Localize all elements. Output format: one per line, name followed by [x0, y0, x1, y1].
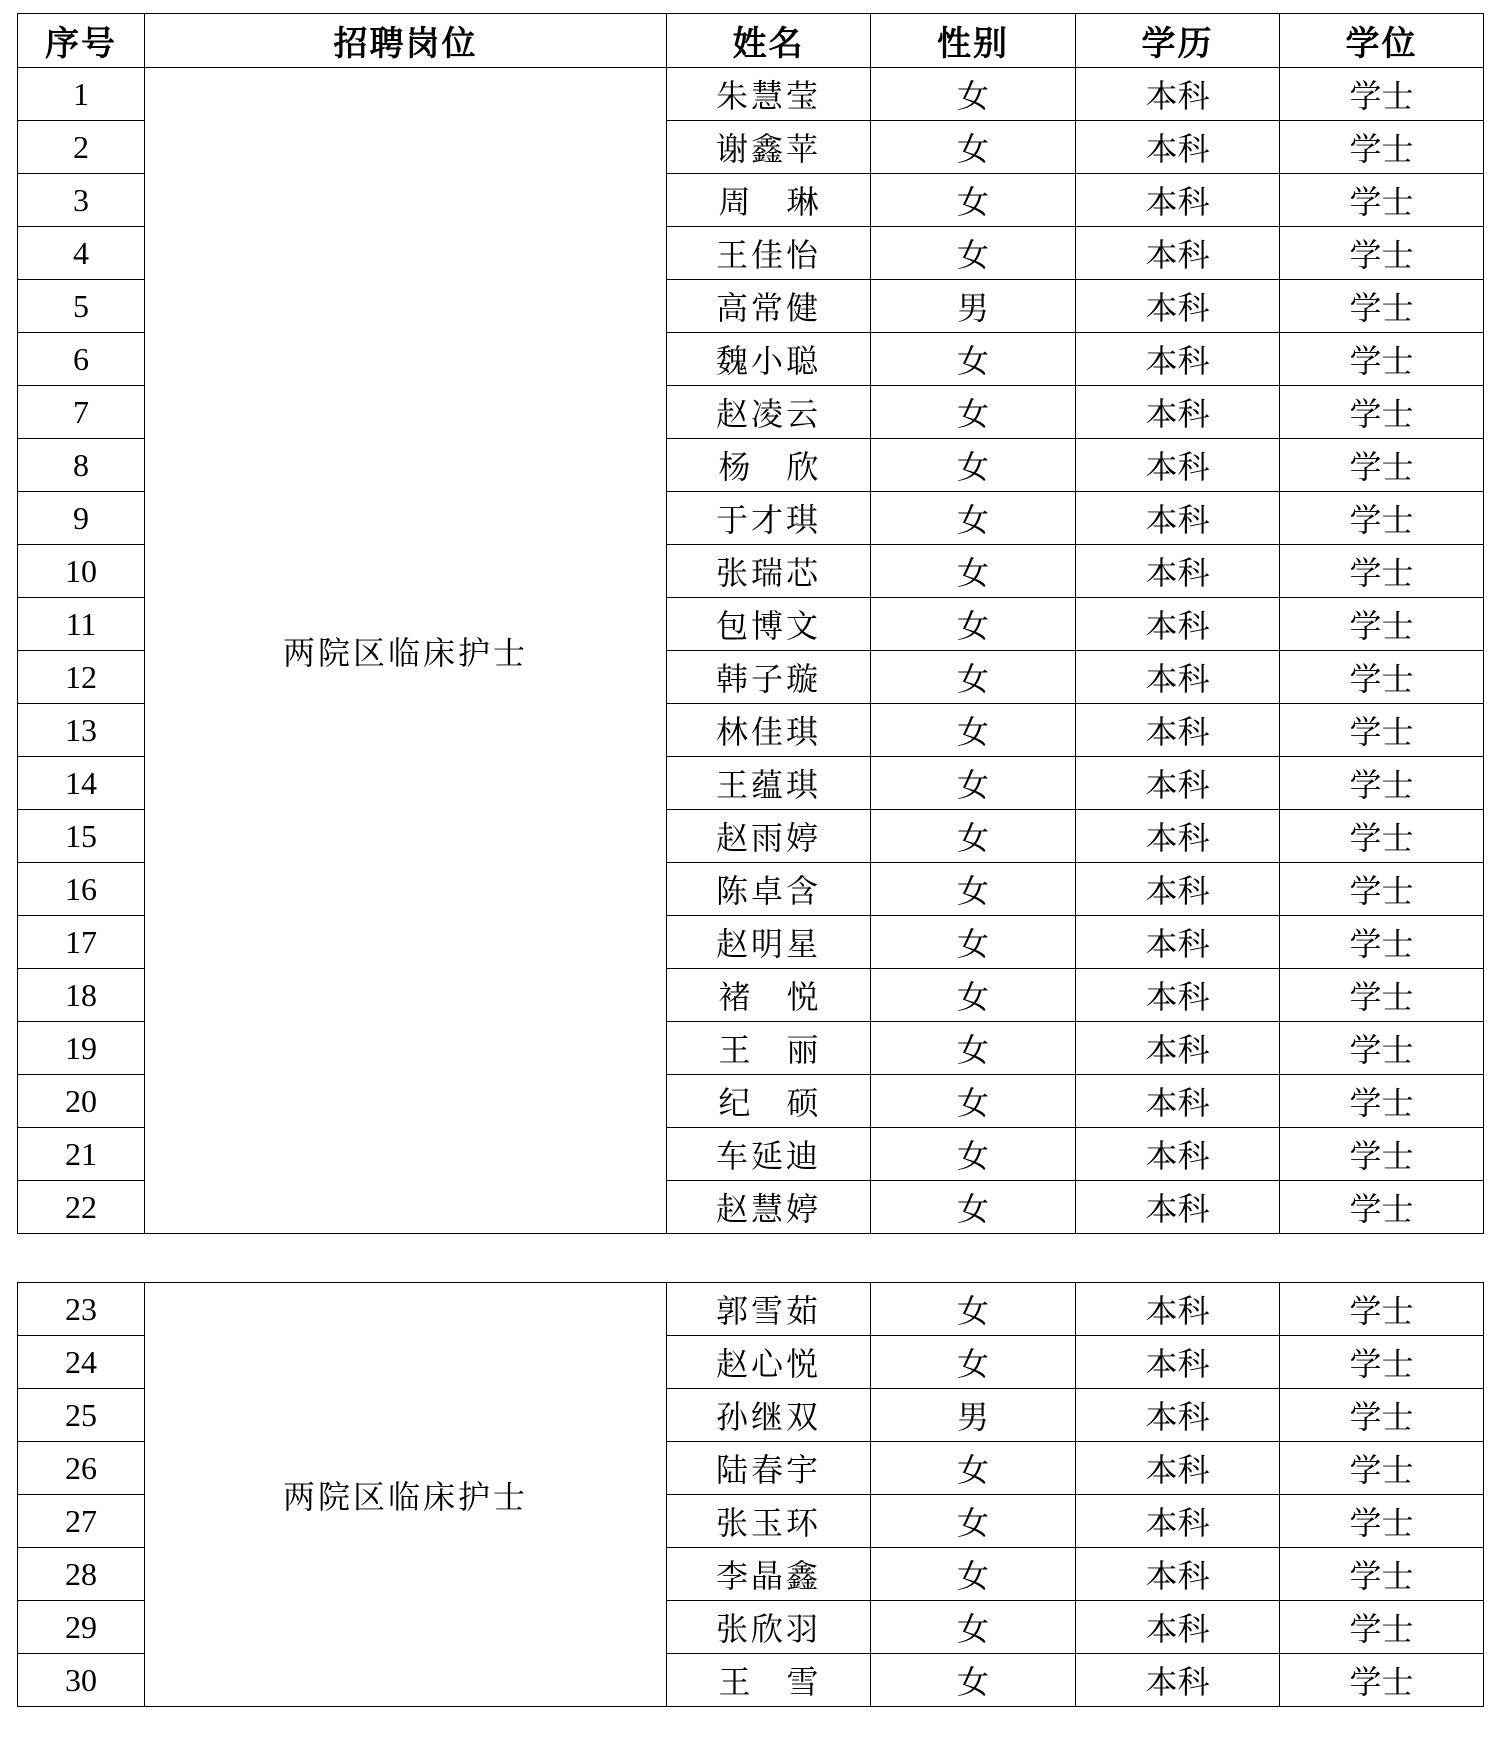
gender-cell: 女 — [871, 227, 1076, 280]
education-cell: 本科 — [1076, 1283, 1280, 1336]
degree-cell: 学士 — [1280, 1654, 1484, 1707]
education-cell: 本科 — [1076, 863, 1280, 916]
education-cell: 本科 — [1076, 227, 1280, 280]
position-cell: 两院区临床护士 — [145, 68, 667, 1234]
seq-cell: 5 — [18, 280, 145, 333]
name-cell: 张玉环 — [667, 1495, 871, 1548]
degree-cell: 学士 — [1280, 1336, 1484, 1389]
gender-cell: 女 — [871, 651, 1076, 704]
education-cell: 本科 — [1076, 810, 1280, 863]
degree-cell: 学士 — [1280, 757, 1484, 810]
degree-cell: 学士 — [1280, 333, 1484, 386]
seq-cell: 22 — [18, 1181, 145, 1234]
header-name: 姓名 — [667, 14, 871, 68]
degree-cell: 学士 — [1280, 1283, 1484, 1336]
education-cell: 本科 — [1076, 969, 1280, 1022]
seq-cell: 30 — [18, 1654, 145, 1707]
name-cell: 赵慧婷 — [667, 1181, 871, 1234]
seq-cell: 13 — [18, 704, 145, 757]
education-cell: 本科 — [1076, 651, 1280, 704]
education-cell: 本科 — [1076, 1601, 1280, 1654]
seq-cell: 25 — [18, 1389, 145, 1442]
name-cell: 李晶鑫 — [667, 1548, 871, 1601]
gender-cell: 女 — [871, 1548, 1076, 1601]
degree-cell: 学士 — [1280, 1442, 1484, 1495]
education-cell: 本科 — [1076, 1654, 1280, 1707]
education-cell: 本科 — [1076, 1548, 1280, 1601]
education-cell: 本科 — [1076, 1181, 1280, 1234]
name-cell: 朱慧莹 — [667, 68, 871, 121]
seq-cell: 9 — [18, 492, 145, 545]
education-cell: 本科 — [1076, 174, 1280, 227]
header-seq: 序号 — [18, 14, 145, 68]
seq-cell: 28 — [18, 1548, 145, 1601]
seq-cell: 7 — [18, 386, 145, 439]
name-cell: 陈卓含 — [667, 863, 871, 916]
degree-cell: 学士 — [1280, 1548, 1484, 1601]
degree-cell: 学士 — [1280, 121, 1484, 174]
seq-cell: 11 — [18, 598, 145, 651]
name-cell: 赵明星 — [667, 916, 871, 969]
gender-cell: 女 — [871, 174, 1076, 227]
gender-cell: 女 — [871, 1495, 1076, 1548]
degree-cell: 学士 — [1280, 704, 1484, 757]
seq-cell: 2 — [18, 121, 145, 174]
name-cell: 张欣羽 — [667, 1601, 871, 1654]
name-cell: 车延迪 — [667, 1128, 871, 1181]
education-cell: 本科 — [1076, 1495, 1280, 1548]
education-cell: 本科 — [1076, 1128, 1280, 1181]
name-cell: 魏小聪 — [667, 333, 871, 386]
gender-cell: 女 — [871, 68, 1076, 121]
name-cell: 于才琪 — [667, 492, 871, 545]
name-cell: 王雪 — [667, 1654, 871, 1707]
seq-cell: 21 — [18, 1128, 145, 1181]
name-cell: 赵心悦 — [667, 1336, 871, 1389]
degree-cell: 学士 — [1280, 969, 1484, 1022]
seq-cell: 15 — [18, 810, 145, 863]
header-row — [18, 14, 1484, 68]
gender-cell: 女 — [871, 1075, 1076, 1128]
table-row — [18, 1283, 1484, 1336]
seq-cell: 16 — [18, 863, 145, 916]
gender-cell: 女 — [871, 1128, 1076, 1181]
header-gender: 性别 — [871, 14, 1076, 68]
name-cell: 周琳 — [667, 174, 871, 227]
roster-body-top — [18, 68, 1484, 1234]
education-cell: 本科 — [1076, 1336, 1280, 1389]
seq-cell: 26 — [18, 1442, 145, 1495]
name-cell: 郭雪茹 — [667, 1283, 871, 1336]
education-cell: 本科 — [1076, 704, 1280, 757]
header-education: 学历 — [1076, 14, 1280, 68]
degree-cell: 学士 — [1280, 863, 1484, 916]
degree-cell: 学士 — [1280, 1128, 1484, 1181]
name-cell: 包博文 — [667, 598, 871, 651]
education-cell: 本科 — [1076, 1075, 1280, 1128]
gender-cell: 女 — [871, 916, 1076, 969]
seq-cell: 8 — [18, 439, 145, 492]
seq-cell: 27 — [18, 1495, 145, 1548]
degree-cell: 学士 — [1280, 545, 1484, 598]
degree-cell: 学士 — [1280, 1075, 1484, 1128]
education-cell: 本科 — [1076, 1389, 1280, 1442]
degree-cell: 学士 — [1280, 492, 1484, 545]
degree-cell: 学士 — [1280, 1022, 1484, 1075]
education-cell: 本科 — [1076, 757, 1280, 810]
gender-cell: 女 — [871, 757, 1076, 810]
seq-cell: 19 — [18, 1022, 145, 1075]
name-cell: 高常健 — [667, 280, 871, 333]
degree-cell: 学士 — [1280, 386, 1484, 439]
education-cell: 本科 — [1076, 280, 1280, 333]
name-cell: 褚悦 — [667, 969, 871, 1022]
gender-cell: 男 — [871, 1389, 1076, 1442]
seq-cell: 29 — [18, 1601, 145, 1654]
header-degree: 学位 — [1280, 14, 1484, 68]
degree-cell: 学士 — [1280, 810, 1484, 863]
seq-cell: 23 — [18, 1283, 145, 1336]
seq-cell: 1 — [18, 68, 145, 121]
seq-cell: 6 — [18, 333, 145, 386]
gender-cell: 女 — [871, 439, 1076, 492]
roster-table-top — [17, 13, 1484, 1234]
gender-cell: 女 — [871, 386, 1076, 439]
name-cell: 王丽 — [667, 1022, 871, 1075]
degree-cell: 学士 — [1280, 68, 1484, 121]
seq-cell: 17 — [18, 916, 145, 969]
education-cell: 本科 — [1076, 68, 1280, 121]
gender-cell: 女 — [871, 121, 1076, 174]
degree-cell: 学士 — [1280, 174, 1484, 227]
degree-cell: 学士 — [1280, 916, 1484, 969]
education-cell: 本科 — [1076, 386, 1280, 439]
education-cell: 本科 — [1076, 545, 1280, 598]
degree-cell: 学士 — [1280, 651, 1484, 704]
seq-cell: 3 — [18, 174, 145, 227]
gender-cell: 女 — [871, 1022, 1076, 1075]
seq-cell: 14 — [18, 757, 145, 810]
degree-cell: 学士 — [1280, 439, 1484, 492]
table-row — [18, 68, 1484, 121]
education-cell: 本科 — [1076, 333, 1280, 386]
gender-cell: 女 — [871, 1654, 1076, 1707]
gender-cell: 女 — [871, 598, 1076, 651]
name-cell: 纪硕 — [667, 1075, 871, 1128]
seq-cell: 24 — [18, 1336, 145, 1389]
degree-cell: 学士 — [1280, 598, 1484, 651]
degree-cell: 学士 — [1280, 1389, 1484, 1442]
gender-cell: 女 — [871, 863, 1076, 916]
education-cell: 本科 — [1076, 439, 1280, 492]
name-cell: 陆春宇 — [667, 1442, 871, 1495]
degree-cell: 学士 — [1280, 227, 1484, 280]
gender-cell: 女 — [871, 492, 1076, 545]
degree-cell: 学士 — [1280, 1181, 1484, 1234]
seq-cell: 20 — [18, 1075, 145, 1128]
name-cell: 孙继双 — [667, 1389, 871, 1442]
seq-cell: 12 — [18, 651, 145, 704]
education-cell: 本科 — [1076, 1442, 1280, 1495]
gender-cell: 女 — [871, 810, 1076, 863]
seq-cell: 4 — [18, 227, 145, 280]
gender-cell: 男 — [871, 280, 1076, 333]
education-cell: 本科 — [1076, 916, 1280, 969]
gender-cell: 女 — [871, 333, 1076, 386]
degree-cell: 学士 — [1280, 1495, 1484, 1548]
gender-cell: 女 — [871, 1336, 1076, 1389]
name-cell: 赵雨婷 — [667, 810, 871, 863]
education-cell: 本科 — [1076, 1022, 1280, 1075]
gender-cell: 女 — [871, 545, 1076, 598]
degree-cell: 学士 — [1280, 1601, 1484, 1654]
degree-cell: 学士 — [1280, 280, 1484, 333]
name-cell: 王佳怡 — [667, 227, 871, 280]
gender-cell: 女 — [871, 704, 1076, 757]
gender-cell: 女 — [871, 1601, 1076, 1654]
name-cell: 韩子璇 — [667, 651, 871, 704]
name-cell: 杨欣 — [667, 439, 871, 492]
seq-cell: 18 — [18, 969, 145, 1022]
roster-body-bottom — [18, 1283, 1484, 1707]
education-cell: 本科 — [1076, 598, 1280, 651]
name-cell: 林佳琪 — [667, 704, 871, 757]
gender-cell: 女 — [871, 1283, 1076, 1336]
name-cell: 王蕴琪 — [667, 757, 871, 810]
header-position: 招聘岗位 — [145, 14, 667, 68]
position-cell: 两院区临床护士 — [145, 1283, 667, 1707]
roster-table-bottom — [17, 1282, 1484, 1707]
gender-cell: 女 — [871, 1442, 1076, 1495]
gender-cell: 女 — [871, 969, 1076, 1022]
education-cell: 本科 — [1076, 121, 1280, 174]
name-cell: 赵凌云 — [667, 386, 871, 439]
gender-cell: 女 — [871, 1181, 1076, 1234]
name-cell: 张瑞芯 — [667, 545, 871, 598]
seq-cell: 10 — [18, 545, 145, 598]
education-cell: 本科 — [1076, 492, 1280, 545]
name-cell: 谢鑫苹 — [667, 121, 871, 174]
